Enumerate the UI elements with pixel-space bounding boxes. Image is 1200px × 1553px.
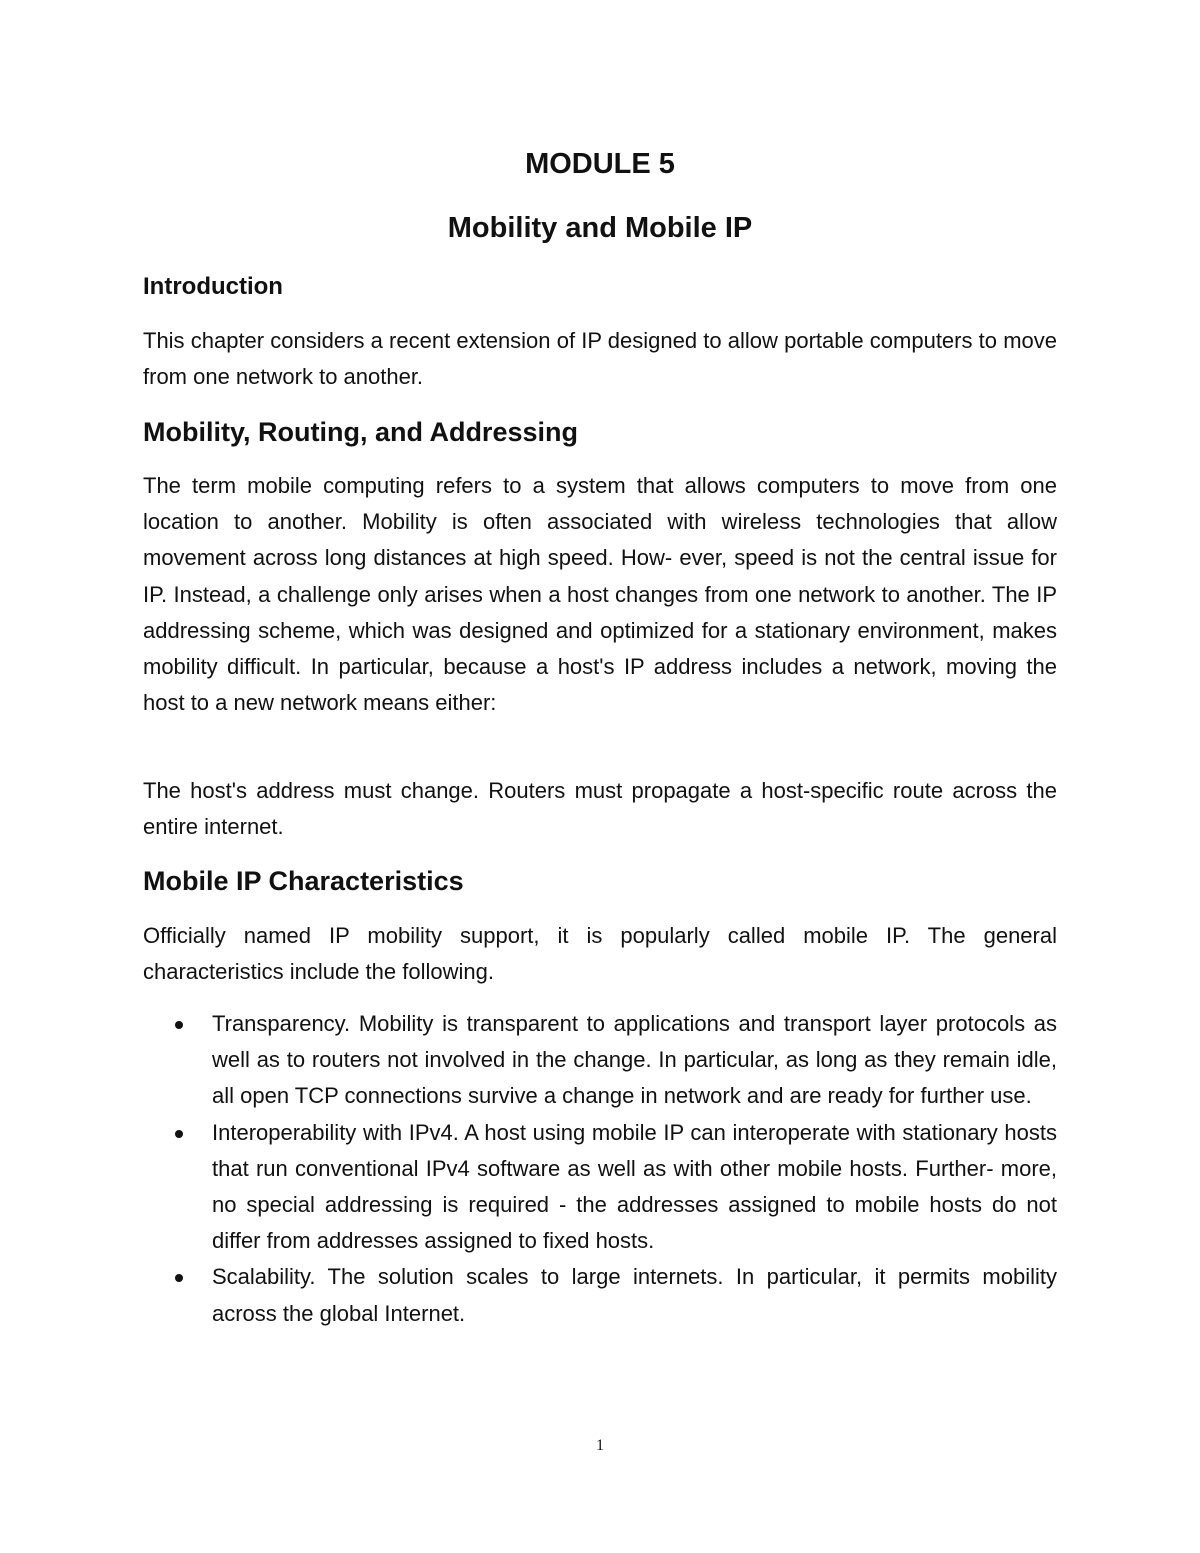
bullet-icon — [175, 1130, 183, 1138]
mobile-ip-paragraph: Officially named IP mobility support, it is popularly called mobile IP. The general characteristics include the following. — [143, 923, 1057, 985]
characteristics-list — [143, 1006, 1057, 1332]
module-subtitle: Mobility and Mobile IP — [447, 212, 753, 244]
bullet-icon — [175, 1021, 183, 1029]
list-item-transparency — [143, 1006, 1057, 1115]
page-number: 1 — [596, 1437, 604, 1454]
list-item-interoperability — [143, 1115, 1057, 1260]
list-item-text: Scalability. The solution scales to large internets. In particular, it permits mobility across the global Internet. — [212, 1264, 1057, 1326]
introduction-heading: Introduction — [143, 273, 283, 300]
list-item-text: Interoperability with IPv4. A host using mobile IP can interoperate with stationary hosts that run conventional IPv4 software as well as with other mobile hosts. Further- more, no special addressing is required - the addresses assigned to mobile hosts do not differ from addresses assigned to fixed hosts. — [212, 1119, 1057, 1254]
list-item-text: Transparency. Mobility is transparent to applications and transport layer protocols as well as to routers not involved in the change. In particular, as long as they remain idle, all open TCP connections survive a change in network and are ready for further use. — [212, 1011, 1057, 1109]
module-title: MODULE 5 — [525, 148, 675, 180]
mobility-routing-paragraph-2: The host's address must change. Routers must propagate a host-specific route across the entire internet. — [143, 778, 1057, 840]
bullet-icon — [175, 1274, 183, 1282]
mobile-ip-heading: Mobile IP Characteristics — [143, 866, 464, 896]
document-page — [143, 0, 1057, 1553]
mobility-routing-heading: Mobility, Routing, and Addressing — [143, 417, 578, 447]
list-item-scalability — [143, 1259, 1057, 1331]
introduction-paragraph: This chapter considers a recent extension of IP designed to allow portable computers to move from one network to another. — [143, 328, 1057, 390]
mobility-routing-paragraph: The term mobile computing refers to a system that allows computers to move from one location to another. Mobility is often associated with wireless technologies that allow movement across long distances at high speed. How- ever, speed is not the central issue for IP. Instead, a challenge only arises when a host changes from one network to another. The IP addressing scheme, which was designed and optimized for a stationary environment, makes mobility difficult. In particular, because a host's IP address includes a network, moving the host to a new network means either: — [143, 473, 1057, 716]
